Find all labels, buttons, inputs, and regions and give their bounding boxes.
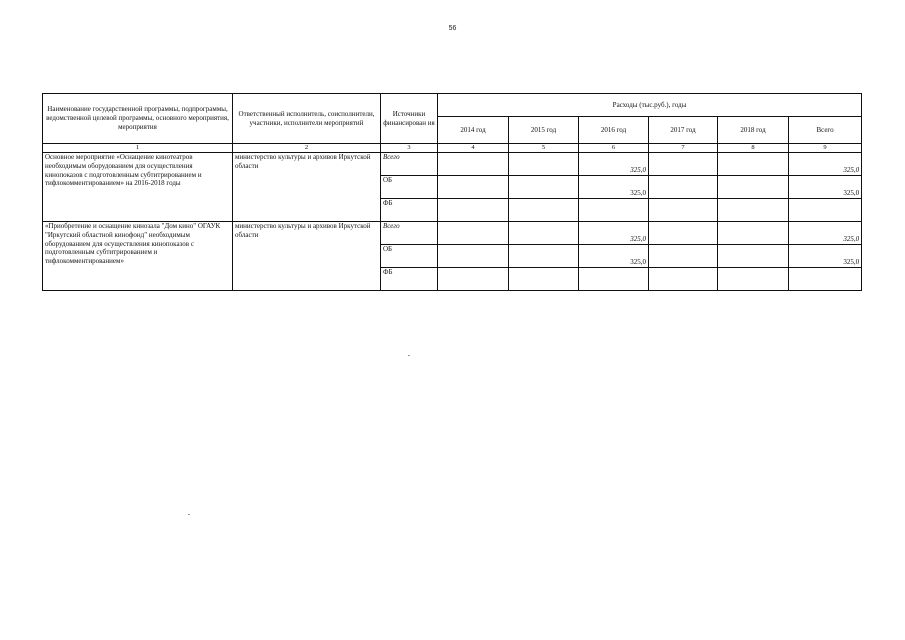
header-responsible: Ответственный исполнитель, соисполнители, участники, исполнители мероприятий	[233, 94, 381, 144]
column-number: 5	[509, 144, 579, 153]
column-number: 3	[381, 144, 438, 153]
source-cell: Всего	[381, 153, 438, 176]
header-name: Наименование государственной программы, подпрограммы, ведомственной целевой программы, основного мероприятия, мероприятия	[43, 94, 233, 144]
column-number: 1	[43, 144, 233, 153]
value-cell	[509, 222, 579, 245]
value-cell	[718, 153, 789, 176]
scan-speck	[188, 514, 190, 515]
value-cell: 325,0	[579, 245, 649, 268]
column-number-row	[43, 144, 862, 153]
column-number: 9	[789, 144, 862, 153]
header-expenses: Расходы (тыс.руб.), годы	[438, 94, 862, 117]
column-number: 7	[649, 144, 718, 153]
value-cell	[718, 268, 789, 291]
table-row	[43, 222, 862, 245]
value-cell	[438, 268, 509, 291]
header-year-2018: 2018 год	[718, 117, 789, 144]
value-cell	[649, 268, 718, 291]
value-cell: 325,0	[579, 176, 649, 199]
expenses-table	[42, 93, 862, 291]
header-source: Источники финансирован ия	[381, 94, 438, 144]
value-cell: 325,0	[579, 222, 649, 245]
source-cell: Всего	[381, 222, 438, 245]
responsible-executor: министерство культуры и архивов Иркутской области	[233, 153, 381, 222]
value-cell	[718, 222, 789, 245]
value-cell	[509, 268, 579, 291]
value-cell: 325,0	[789, 153, 862, 176]
value-cell	[438, 245, 509, 268]
value-cell	[718, 245, 789, 268]
value-cell	[649, 176, 718, 199]
source-cell: ОБ	[381, 176, 438, 199]
header-year-2014: 2014 год	[438, 117, 509, 144]
value-cell	[718, 176, 789, 199]
scan-speck	[408, 355, 410, 356]
column-number: 4	[438, 144, 509, 153]
value-cell	[438, 222, 509, 245]
value-cell	[579, 199, 649, 222]
value-cell	[509, 176, 579, 199]
value-cell	[438, 176, 509, 199]
value-cell	[649, 199, 718, 222]
value-cell	[649, 245, 718, 268]
source-cell: ФБ	[381, 199, 438, 222]
header-year-2017: 2017 год	[649, 117, 718, 144]
table-row	[43, 153, 862, 176]
value-cell	[789, 199, 862, 222]
header-total: Всего	[789, 117, 862, 144]
value-cell	[649, 153, 718, 176]
value-cell: 325,0	[579, 153, 649, 176]
value-cell	[509, 245, 579, 268]
activity-name: Основное мероприятие «Оснащение кинотеатров необходимым оборудованием для осуществления кинопоказов с подготовленным субтитрированием и тифлокомментированием» на 2016-2018 годы	[43, 153, 233, 222]
value-cell: 325,0	[789, 245, 862, 268]
responsible-executor: министерство культуры и архивов Иркутской области	[233, 222, 381, 291]
value-cell	[438, 199, 509, 222]
value-cell: 325,0	[789, 222, 862, 245]
source-cell: ОБ	[381, 245, 438, 268]
value-cell	[789, 268, 862, 291]
value-cell: 325,0	[789, 176, 862, 199]
column-number: 2	[233, 144, 381, 153]
header-year-2016: 2016 год	[579, 117, 649, 144]
value-cell	[438, 153, 509, 176]
source-cell: ФБ	[381, 268, 438, 291]
header-year-2015: 2015 год	[509, 117, 579, 144]
activity-name: «Приобретение и оснащение кинозала "Дом кино" ОГАУК "Иркутский областной кинофонд" необходимым оборудованием для осуществления кинопоказов с подготовленным субтитрированием и тифлокомментированием»	[43, 222, 233, 291]
value-cell	[509, 153, 579, 176]
column-number: 6	[579, 144, 649, 153]
page-number: 56	[448, 25, 457, 32]
value-cell	[649, 222, 718, 245]
value-cell	[579, 268, 649, 291]
value-cell	[718, 199, 789, 222]
column-number: 8	[718, 144, 789, 153]
value-cell	[509, 199, 579, 222]
